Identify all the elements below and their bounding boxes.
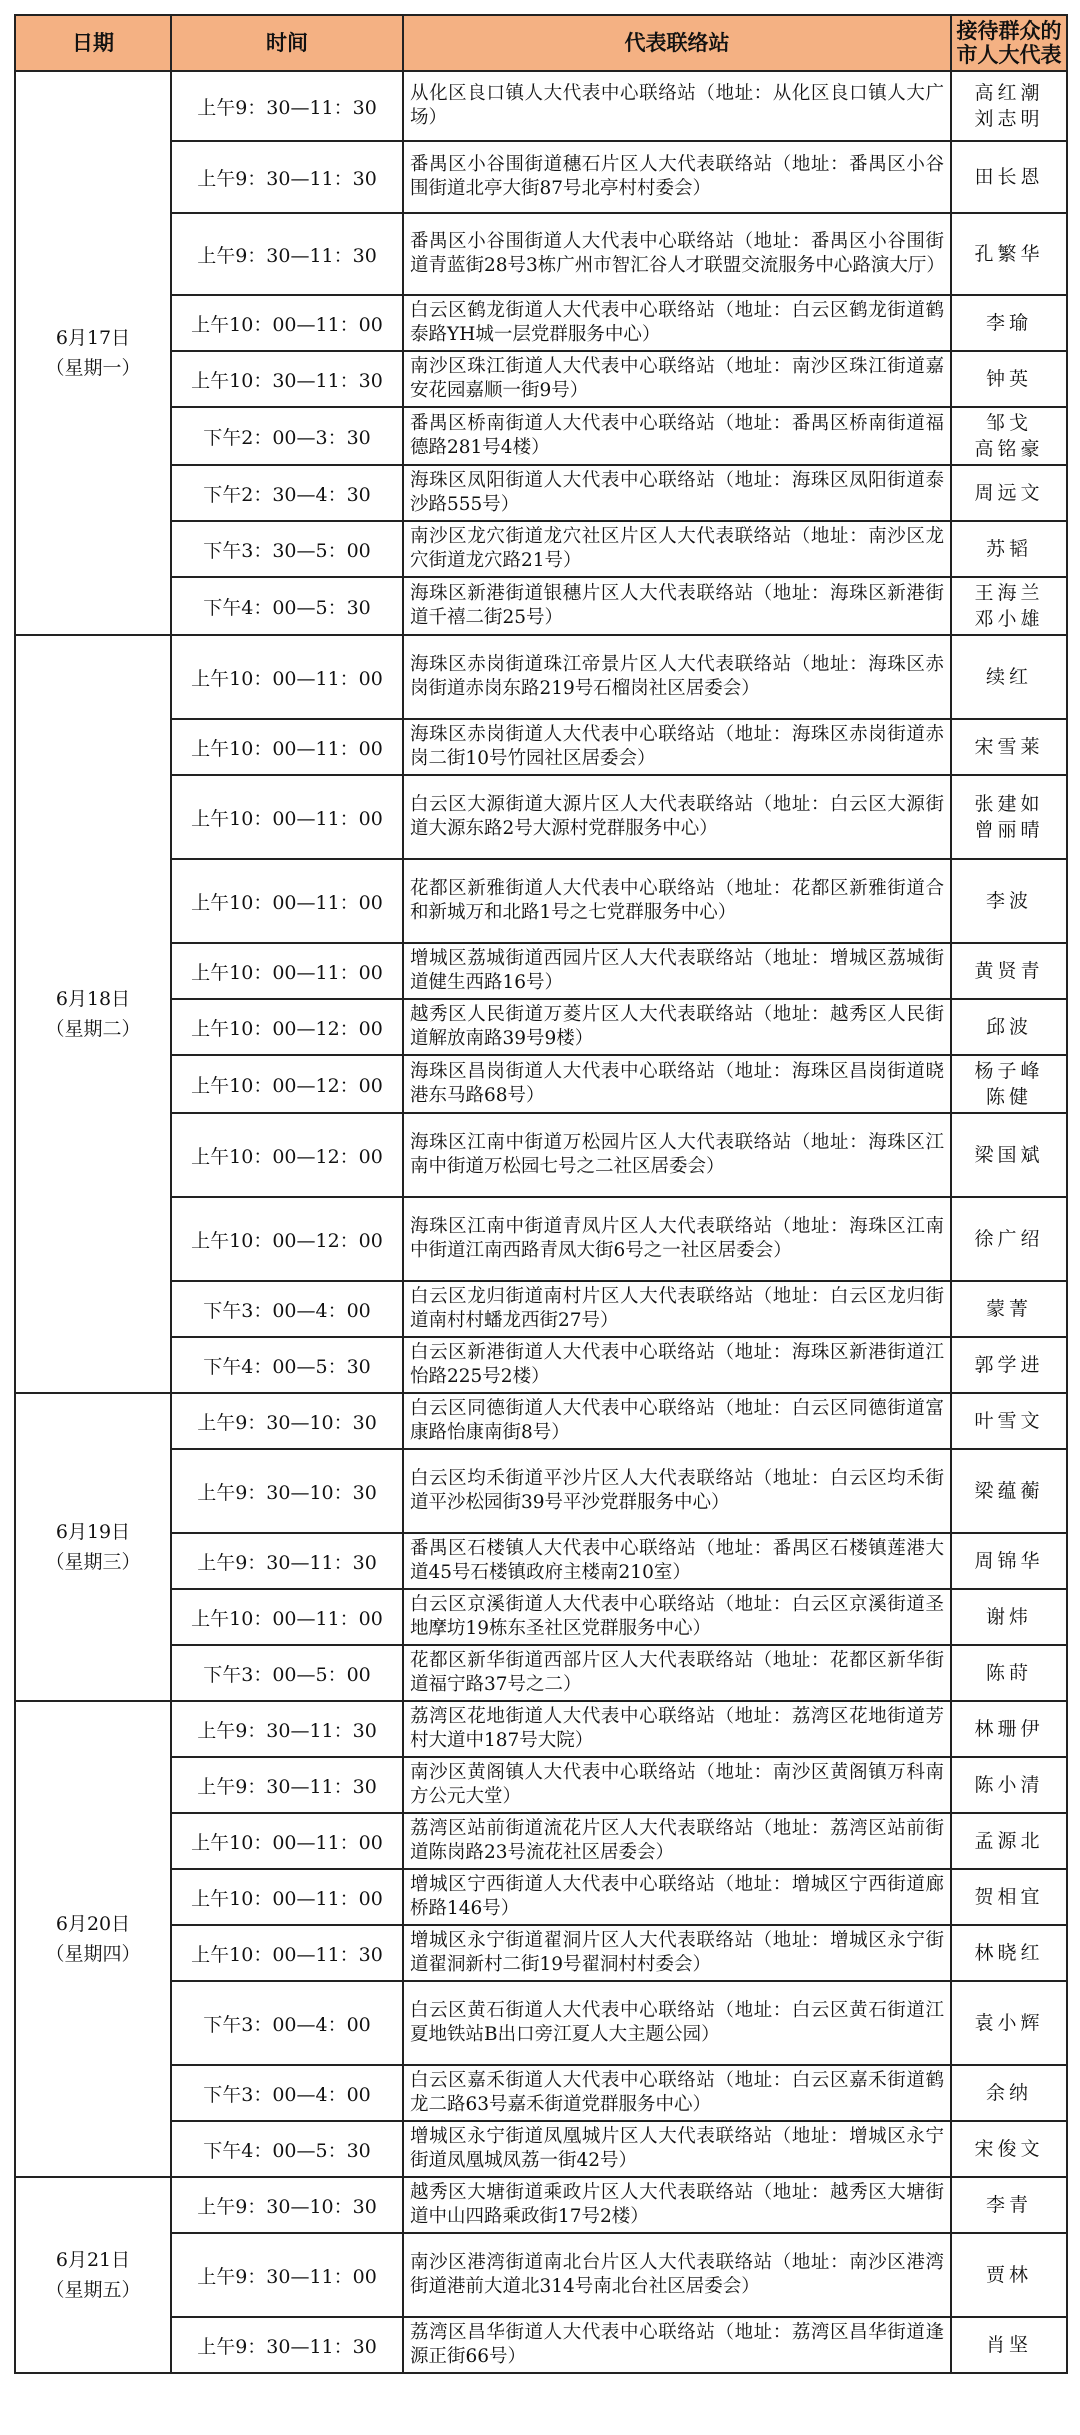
time-cell: 下午3：30—5：00 [171,521,403,577]
representative-name: 孟源北 [974,1830,1044,1852]
time-cell: 下午4：00—5：30 [171,1337,403,1393]
representative-name: 陈健 [985,1086,1032,1108]
representative-name: 张建如 [974,793,1044,815]
table-row [15,141,1067,213]
representative-cell [951,465,1067,521]
representative-cell [951,2121,1067,2177]
header-station: 代表联络站 [403,15,951,71]
date-label: 6月17日 [55,327,131,349]
time-cell: 上午10：00—11：00 [171,295,403,351]
representative-name: 孔繁华 [974,243,1044,265]
weekday-label: （星期二） [45,1018,141,1040]
representative-name: 徐广绍 [974,1228,1044,1250]
weekday-label: （星期三） [45,1551,141,1573]
time-cell: 下午4：00—5：30 [171,2121,403,2177]
representative-cell [951,1925,1067,1981]
table-row [15,71,1067,141]
schedule-container [14,14,1066,2374]
header-time: 时间 [171,15,403,71]
table-row [15,943,1067,999]
representative-name: 高铭豪 [974,438,1044,460]
time-cell: 上午10：00—11：00 [171,1589,403,1645]
representative-cell [951,1645,1067,1701]
table-row [15,2065,1067,2121]
representative-name: 梁国斌 [974,1144,1044,1166]
time-cell: 下午4：00—5：30 [171,577,403,635]
station-cell: 海珠区凤阳街道人大代表中心联络站（地址：海珠区凤阳街道泰沙路555号） [403,465,951,521]
station-cell: 白云区嘉禾街道人大代表中心联络站（地址：白云区嘉禾街道鹤龙二路63号嘉禾街道党群服务中心） [403,2065,951,2121]
representative-name: 杨子峰 [974,1060,1044,1082]
station-cell: 花都区新雅街道人大代表中心联络站（地址：花都区新雅街道合和新城万和北路1号之七党群服务中心） [403,859,951,943]
representative-cell [951,1113,1067,1197]
station-cell: 花都区新华街道西部片区人大代表联络站（地址：花都区新华街道福宁路37号之二） [403,1645,951,1701]
station-cell: 白云区同德街道人大代表中心联络站（地址：白云区同德街道富康路怡康南街8号） [403,1393,951,1449]
representative-cell [951,635,1067,719]
time-cell: 上午9：30—10：30 [171,2177,403,2233]
station-cell: 增城区荔城街道西园片区人大代表联络站（地址：增城区荔城街道健生西路16号） [403,943,951,999]
table-row [15,1197,1067,1281]
schedule-body [15,71,1067,2373]
date-label: 6月18日 [55,988,131,1010]
representative-name: 刘志明 [974,108,1044,130]
representative-name: 钟英 [985,368,1032,390]
table-row [15,465,1067,521]
station-cell: 越秀区人民街道万菱片区人大代表联络站（地址：越秀区人民街道解放南路39号9楼） [403,999,951,1055]
representative-cell [951,943,1067,999]
time-cell: 上午10：00—11：00 [171,1869,403,1925]
time-cell: 上午10：00—11：00 [171,943,403,999]
time-cell: 上午9：30—11：30 [171,213,403,295]
weekday-label: （星期五） [45,2279,141,2301]
station-cell: 南沙区珠江街道人大代表中心联络站（地址：南沙区珠江街道嘉安花园嘉顺一街9号） [403,351,951,407]
table-row [15,351,1067,407]
representative-cell [951,859,1067,943]
table-row [15,521,1067,577]
representative-name: 梁蕴蘅 [974,1480,1044,1502]
representative-cell [951,1813,1067,1869]
station-cell: 海珠区新港街道银穗片区人大代表联络站（地址：海珠区新港街道千禧二街25号） [403,577,951,635]
representative-name: 谢炜 [985,1606,1032,1628]
representative-name: 郭学进 [974,1354,1044,1376]
date-label: 6月21日 [55,2249,131,2271]
table-row [15,1449,1067,1533]
representative-name: 陈莳 [985,1662,1032,1684]
table-row [15,2121,1067,2177]
representative-cell [951,71,1067,141]
station-cell: 增城区永宁街道凤凰城片区人大代表联络站（地址：增城区永宁街道凤凰城凤荔一街42号） [403,2121,951,2177]
time-cell: 上午9：30—11：00 [171,2233,403,2317]
representative-name: 李波 [985,890,1032,912]
date-cell [15,1701,171,2177]
representative-name: 田长恩 [974,166,1044,188]
table-row [15,1701,1067,1757]
representative-cell [951,2177,1067,2233]
representative-cell [951,775,1067,859]
station-cell: 番禺区小谷围街道穗石片区人大代表联络站（地址：番禺区小谷围街道北亭大街87号北亭村村委会） [403,141,951,213]
representative-name: 王海兰 [974,582,1044,604]
representative-name: 黄贤青 [974,960,1044,982]
representative-name: 袁小辉 [974,2012,1044,2034]
date-label: 6月20日 [55,1913,131,1935]
weekday-label: （星期四） [45,1943,141,1965]
representative-name: 叶雪文 [974,1410,1044,1432]
date-cell [15,71,171,635]
table-row [15,2317,1067,2373]
time-cell: 上午9：30—10：30 [171,1393,403,1449]
table-row [15,577,1067,635]
representative-cell [951,141,1067,213]
representative-cell [951,1393,1067,1449]
representative-name: 蒙菁 [985,1298,1032,1320]
representative-cell [951,1197,1067,1281]
representative-cell [951,1869,1067,1925]
representative-name: 苏韬 [985,538,1032,560]
table-row [15,407,1067,465]
representative-cell [951,351,1067,407]
table-row [15,1055,1067,1113]
header-date: 日期 [15,15,171,71]
table-row [15,775,1067,859]
representative-name: 贾林 [985,2264,1032,2286]
representative-cell [951,1701,1067,1757]
station-cell: 从化区良口镇人大代表中心联络站（地址：从化区良口镇人大广场） [403,71,951,141]
time-cell: 上午10：00—12：00 [171,1055,403,1113]
station-cell: 荔湾区花地街道人大代表中心联络站（地址：荔湾区花地街道芳村大道中187号大院） [403,1701,951,1757]
table-row [15,2233,1067,2317]
table-row [15,1113,1067,1197]
time-cell: 上午10：00—11：00 [171,635,403,719]
representative-cell [951,1533,1067,1589]
time-cell: 上午10：00—11：00 [171,719,403,775]
table-row [15,719,1067,775]
table-row [15,1533,1067,1589]
time-cell: 上午10：00—12：00 [171,1113,403,1197]
representative-cell [951,719,1067,775]
representative-name: 肖坚 [985,2334,1032,2356]
station-cell: 番禺区桥南街道人大代表中心联络站（地址：番禺区桥南街道福德路281号4楼） [403,407,951,465]
representative-name: 周远文 [974,482,1044,504]
representative-name: 邱波 [985,1016,1032,1038]
table-row [15,2177,1067,2233]
representative-name: 宋雪莱 [974,736,1044,758]
representative-name: 高红潮 [974,82,1044,104]
station-cell: 白云区黄石街道人大代表中心联络站（地址：白云区黄石街道江夏地铁站B出口旁江夏人大主题公园） [403,1981,951,2065]
representative-name: 曾丽晴 [974,819,1044,841]
representative-cell [951,1281,1067,1337]
representative-name: 邹戈 [985,412,1032,434]
table-row [15,1337,1067,1393]
time-cell: 下午3：00—4：00 [171,1981,403,2065]
time-cell: 上午10：00—11：30 [171,1925,403,1981]
table-row [15,1645,1067,1701]
station-cell: 荔湾区昌华街道人大代表中心联络站（地址：荔湾区昌华街道逢源正街66号） [403,2317,951,2373]
table-row [15,859,1067,943]
representative-name: 李青 [985,2194,1032,2216]
table-row [15,1589,1067,1645]
table-row [15,1925,1067,1981]
representative-cell [951,2317,1067,2373]
table-row [15,1757,1067,1813]
date-cell [15,1393,171,1701]
station-cell: 白云区新港街道人大代表中心联络站（地址：海珠区新港街道江怡路225号2楼） [403,1337,951,1393]
representative-name: 续红 [985,666,1032,688]
time-cell: 上午10：00—11：00 [171,775,403,859]
station-cell: 白云区京溪街道人大代表中心联络站（地址：白云区京溪街道圣地摩坊19栋东圣社区党群服务中心） [403,1589,951,1645]
representative-name: 林晓红 [974,1942,1044,1964]
representative-name: 陈小清 [974,1774,1044,1796]
time-cell: 上午9：30—11：30 [171,1533,403,1589]
time-cell: 上午10：00—11：00 [171,859,403,943]
date-cell [15,635,171,1393]
representative-cell [951,407,1067,465]
representative-name: 周锦华 [974,1550,1044,1572]
table-row [15,1869,1067,1925]
station-cell: 荔湾区站前街道流花片区人大代表联络站（地址：荔湾区站前街道陈岗路23号流花社区居委会） [403,1813,951,1869]
time-cell: 上午9：30—11：30 [171,2317,403,2373]
table-row [15,1813,1067,1869]
station-cell: 南沙区龙穴街道龙穴社区片区人大代表联络站（地址：南沙区龙穴街道龙穴路21号） [403,521,951,577]
header-rep: 接待群众的市人大代表 [951,15,1067,71]
time-cell: 下午3：00—5：00 [171,1645,403,1701]
station-cell: 增城区永宁街道翟洞片区人大代表联络站（地址：增城区永宁街道翟洞新村二街19号翟洞村村委会） [403,1925,951,1981]
table-row [15,295,1067,351]
station-cell: 南沙区港湾街道南北台片区人大代表联络站（地址：南沙区港湾街道港前大道北314号南北台社区居委会） [403,2233,951,2317]
table-row [15,1281,1067,1337]
representative-cell [951,999,1067,1055]
time-cell: 上午9：30—11：30 [171,141,403,213]
table-row [15,1393,1067,1449]
station-cell: 番禺区石楼镇人大代表中心联络站（地址：番禺区石楼镇莲港大道45号石楼镇政府主楼南210室） [403,1533,951,1589]
station-cell: 海珠区赤岗街道珠江帝景片区人大代表联络站（地址：海珠区赤岗街道赤岗东路219号石榴岗社区居委会） [403,635,951,719]
time-cell: 上午10：00—11：00 [171,1813,403,1869]
station-cell: 海珠区江南中街道万松园片区人大代表联络站（地址：海珠区江南中街道万松园七号之二社区居委会） [403,1113,951,1197]
station-cell: 白云区大源街道大源片区人大代表联络站（地址：白云区大源街道大源东路2号大源村党群服务中心） [403,775,951,859]
representative-cell [951,1757,1067,1813]
representative-cell [951,1055,1067,1113]
time-cell: 下午2：00—3：30 [171,407,403,465]
time-cell: 上午10：00—12：00 [171,1197,403,1281]
time-cell: 下午2：30—4：30 [171,465,403,521]
station-cell: 番禺区小谷围街道人大代表中心联络站（地址：番禺区小谷围街道青蓝街28号3栋广州市智汇谷人才联盟交流服务中心路演大厅） [403,213,951,295]
weekday-label: （星期一） [45,357,141,379]
time-cell: 上午9：30—11：30 [171,71,403,141]
station-cell: 海珠区赤岗街道人大代表中心联络站（地址：海珠区赤岗街道赤岗二街10号竹园社区居委会） [403,719,951,775]
representative-name: 余纳 [985,2082,1032,2104]
station-cell: 白云区均禾街道平沙片区人大代表联络站（地址：白云区均禾街道平沙松园街39号平沙党群服务中心） [403,1449,951,1533]
time-cell: 上午9：30—10：30 [171,1449,403,1533]
station-cell: 增城区宁西街道人大代表中心联络站（地址：增城区宁西街道廊桥路146号） [403,1869,951,1925]
time-cell: 上午10：30—11：30 [171,351,403,407]
table-row [15,635,1067,719]
representative-cell [951,1337,1067,1393]
representative-cell [951,1981,1067,2065]
representative-cell [951,2233,1067,2317]
header-row [15,15,1067,71]
station-cell: 海珠区昌岗街道人大代表中心联络站（地址：海珠区昌岗街道晓港东马路68号） [403,1055,951,1113]
time-cell: 上午9：30—11：30 [171,1701,403,1757]
representative-cell [951,2065,1067,2121]
station-cell: 南沙区黄阁镇人大代表中心联络站（地址：南沙区黄阁镇万科南方公元大堂） [403,1757,951,1813]
station-cell: 海珠区江南中街道青凤片区人大代表联络站（地址：海珠区江南中街道江南西路青凤大街6号之一社区居委会） [403,1197,951,1281]
representative-cell [951,577,1067,635]
schedule-table [14,14,1068,2374]
time-cell: 上午9：30—11：30 [171,1757,403,1813]
representative-cell [951,1589,1067,1645]
representative-name: 林珊伊 [974,1718,1044,1740]
station-cell: 白云区鹤龙街道人大代表中心联络站（地址：白云区鹤龙街道鹤泰路YH城一层党群服务中心） [403,295,951,351]
table-row [15,999,1067,1055]
station-cell: 白云区龙归街道南村片区人大代表联络站（地址：白云区龙归街道南村村蟠龙西街27号） [403,1281,951,1337]
representative-name: 贺相宜 [974,1886,1044,1908]
time-cell: 上午10：00—12：00 [171,999,403,1055]
date-cell [15,2177,171,2373]
date-label: 6月19日 [55,1521,131,1543]
representative-cell [951,213,1067,295]
representative-cell [951,521,1067,577]
representative-name: 邓小雄 [974,608,1044,630]
table-row [15,1981,1067,2065]
representative-cell [951,295,1067,351]
time-cell: 下午3：00—4：00 [171,1281,403,1337]
time-cell: 下午3：00—4：00 [171,2065,403,2121]
representative-name: 李瑜 [985,312,1032,334]
representative-cell [951,1449,1067,1533]
station-cell: 越秀区大塘街道乘政片区人大代表联络站（地址：越秀区大塘街道中山四路乘政街17号2楼） [403,2177,951,2233]
representative-name: 宋俊文 [974,2138,1044,2160]
table-row [15,213,1067,295]
